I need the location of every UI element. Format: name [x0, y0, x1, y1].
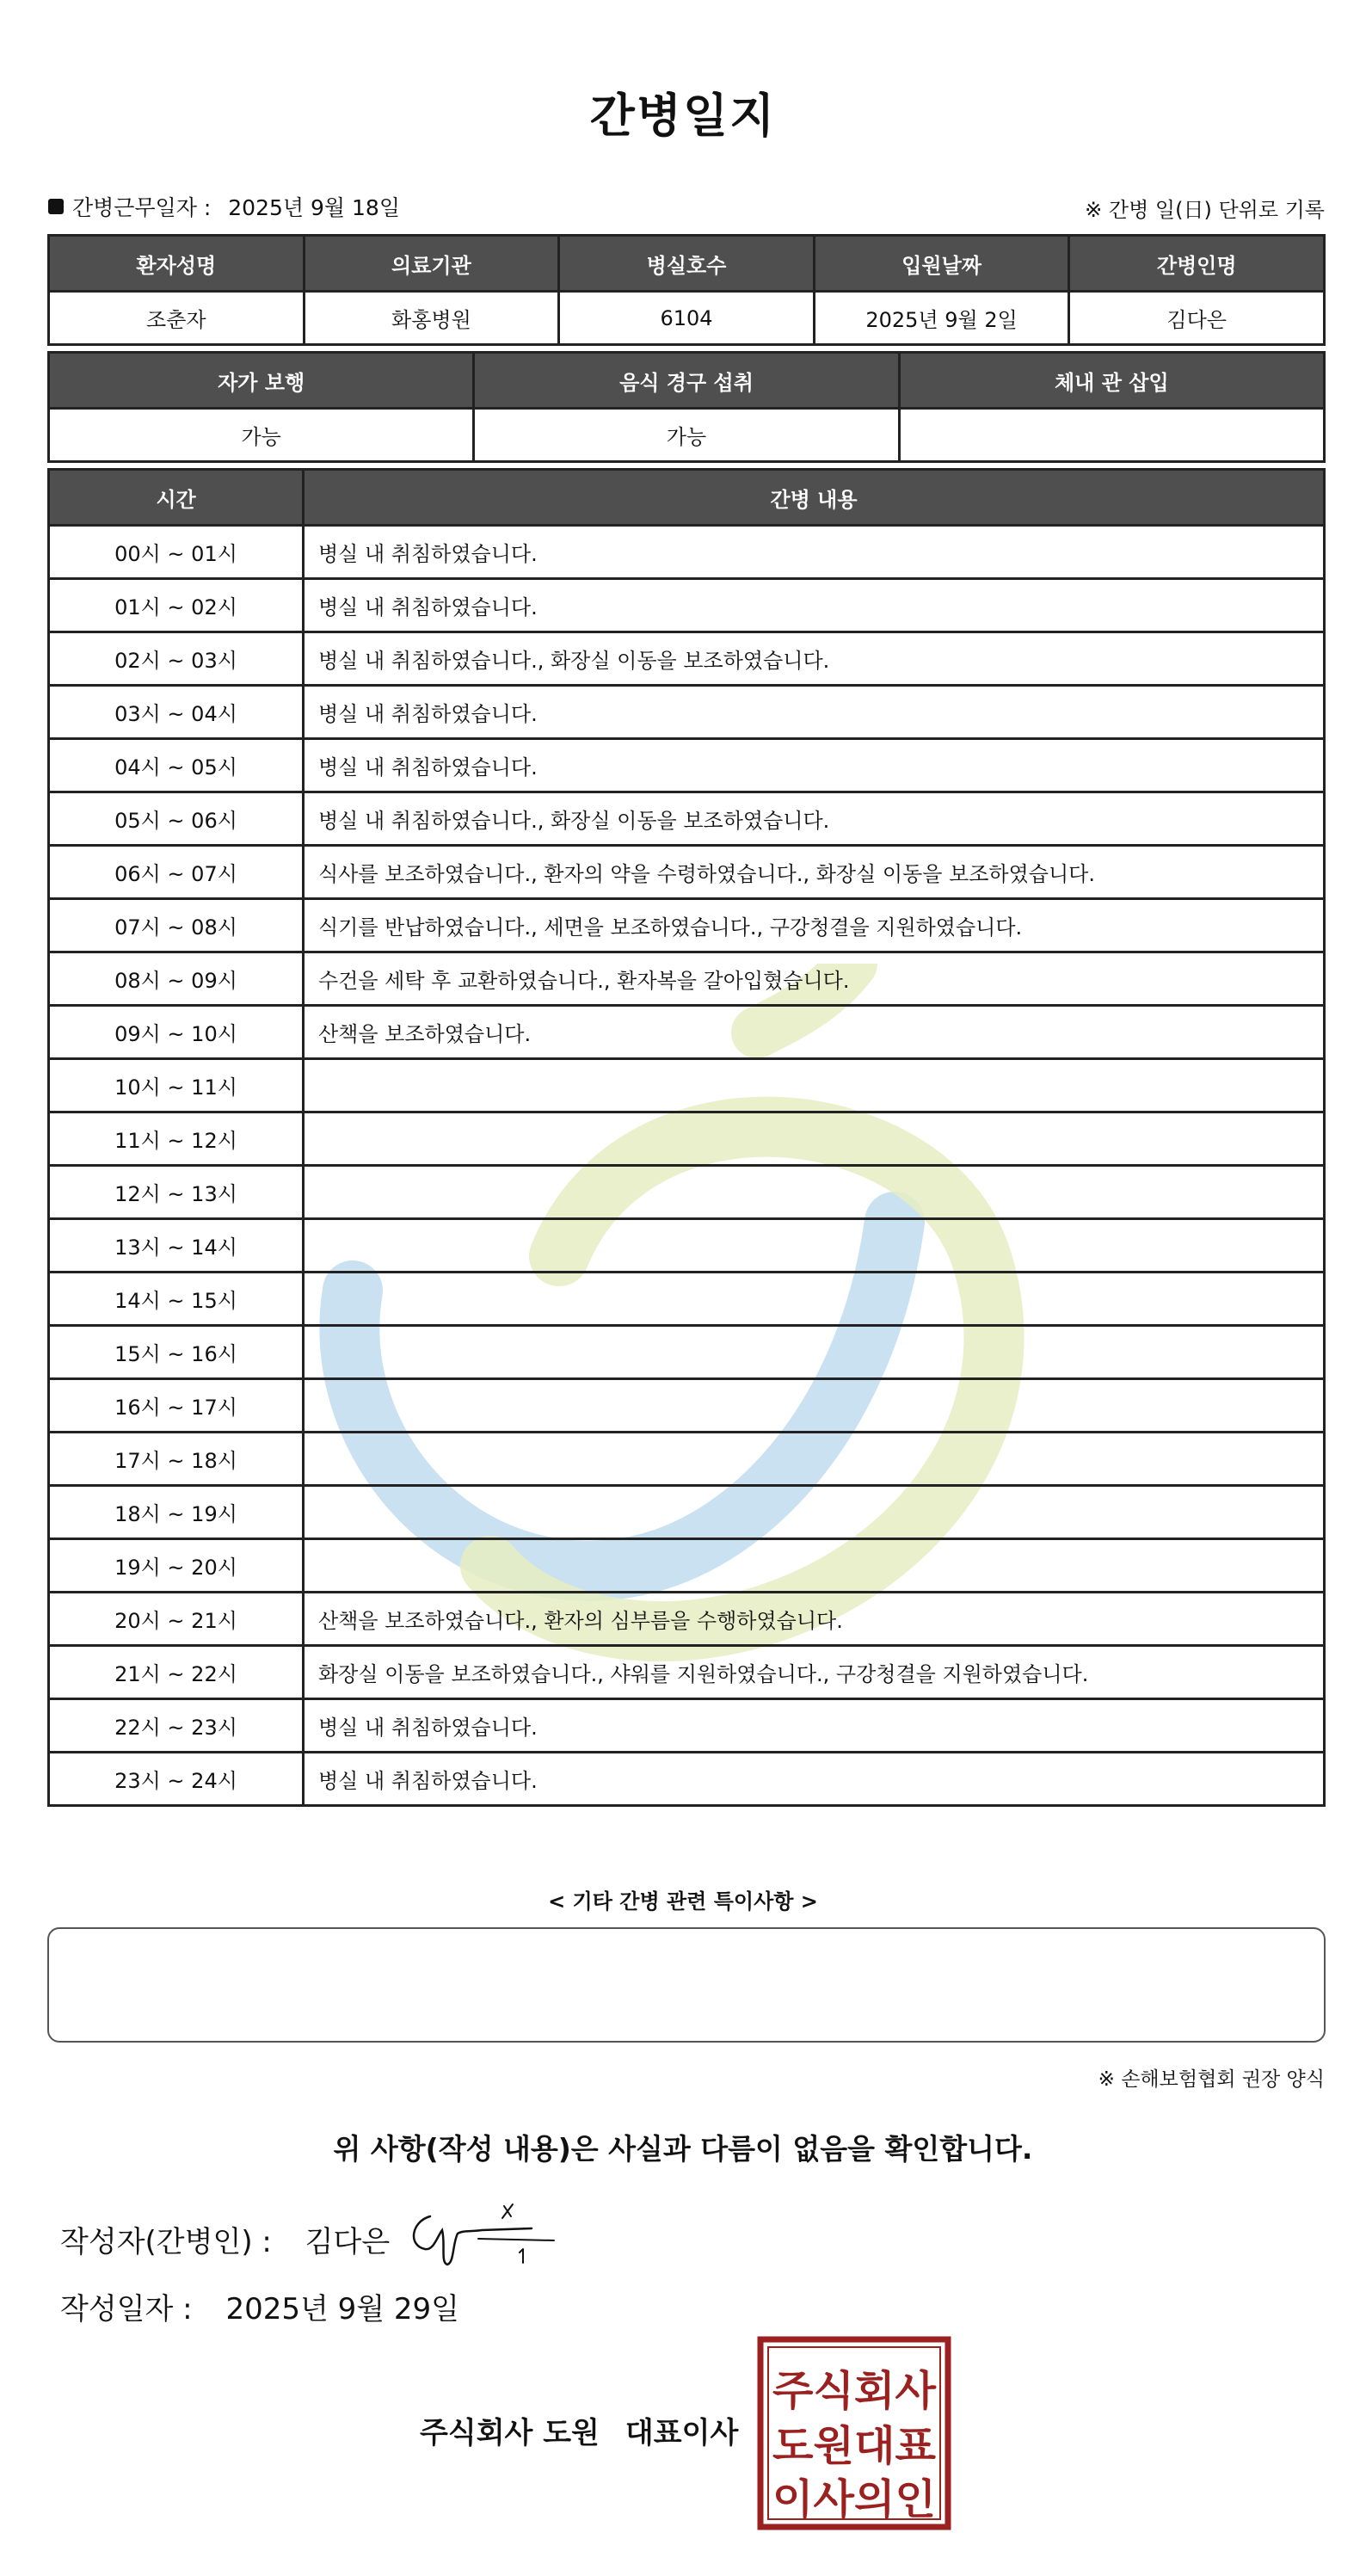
care-log-table — [47, 468, 1326, 1807]
header-admission-date: 입원날짜 — [814, 236, 1069, 292]
table-row — [49, 526, 1325, 579]
table-row — [49, 1539, 1325, 1593]
care-content — [304, 1166, 1325, 1219]
room-number: 6104 — [559, 292, 815, 345]
care-content — [304, 1326, 1325, 1379]
written-date-line — [60, 2285, 459, 2327]
time-slot: 03시 ~ 04시 — [49, 686, 304, 739]
time-slot: 18시 ~ 19시 — [49, 1486, 304, 1539]
table-row — [49, 739, 1325, 792]
table-row — [49, 1219, 1325, 1273]
header-oral-intake: 음식 경구 섭취 — [474, 353, 899, 409]
time-slot: 09시 ~ 10시 — [49, 1006, 304, 1059]
time-slot: 14시 ~ 15시 — [49, 1273, 304, 1326]
caregiver-name: 김다은 — [1069, 292, 1325, 345]
time-slot: 17시 ~ 18시 — [49, 1433, 304, 1486]
confirmation-text: 위 사항(작성 내용)은 사실과 다름이 없음을 확인합니다. — [333, 2132, 1033, 2166]
care-content: 수건을 세탁 후 교환하였습니다., 환자복을 갈아입혔습니다. — [304, 952, 1325, 1006]
representative-title: 대표이사 — [625, 2416, 739, 2450]
handwritten-signature — [403, 2196, 563, 2270]
tube-insertion-status — [899, 409, 1324, 462]
patient-status-table — [47, 351, 1326, 463]
work-date-value: 2025년 9월 18일 — [228, 195, 400, 220]
admission-date: 2025년 9월 2일 — [814, 292, 1069, 345]
care-content: 병실 내 취침하였습니다., 화장실 이동을 보조하였습니다. — [304, 792, 1325, 846]
walking-status: 가능 — [49, 409, 474, 462]
care-content: 병실 내 취침하였습니다. — [304, 1699, 1325, 1753]
header-care-content: 간병 내용 — [304, 470, 1325, 526]
care-content — [304, 1112, 1325, 1166]
writer-line — [60, 2218, 390, 2260]
notes-title: < 기타 간병 관련 특이사항 > — [548, 1889, 818, 1914]
header-room: 병실호수 — [559, 236, 815, 292]
care-content: 산책을 보조하였습니다., 환자의 심부름을 수행하였습니다. — [304, 1593, 1325, 1646]
care-content — [304, 1433, 1325, 1486]
table-row — [49, 1646, 1325, 1699]
time-slot: 22시 ~ 23시 — [49, 1699, 304, 1753]
time-slot: 04시 ~ 05시 — [49, 739, 304, 792]
table-row — [49, 952, 1325, 1006]
table-row — [49, 632, 1325, 686]
work-date-label: 간병근무일자 : — [72, 195, 212, 220]
document-title: 간병일지 — [589, 89, 777, 143]
care-content: 병실 내 취침하였습니다. — [304, 739, 1325, 792]
company-seal — [757, 2336, 951, 2530]
writer-name: 김다은 — [305, 2225, 391, 2259]
time-slot: 13시 ~ 14시 — [49, 1219, 304, 1273]
square-bullet-icon — [48, 199, 64, 214]
table-row — [49, 1059, 1325, 1112]
written-date-label: 작성일자 : — [60, 2292, 193, 2326]
care-content: 병실 내 취침하였습니다. — [304, 686, 1325, 739]
record-note: ※ 간병 일(日) 단위로 기록 — [1085, 198, 1325, 222]
care-content: 병실 내 취침하였습니다., 화장실 이동을 보조하였습니다. — [304, 632, 1325, 686]
table-row — [49, 1486, 1325, 1539]
time-slot: 20시 ~ 21시 — [49, 1593, 304, 1646]
header-hospital: 의료기관 — [304, 236, 559, 292]
table-row — [49, 1433, 1325, 1486]
care-content — [304, 1486, 1325, 1539]
table-row — [49, 1593, 1325, 1646]
seal-line-2: 도원대표 — [772, 2422, 937, 2470]
care-content: 식기를 반납하였습니다., 세면을 보조하였습니다., 구강청결을 지원하였습니다. — [304, 899, 1325, 952]
time-slot: 15시 ~ 16시 — [49, 1326, 304, 1379]
care-content: 병실 내 취침하였습니다. — [304, 526, 1325, 579]
table-row — [49, 1699, 1325, 1753]
table-row — [49, 686, 1325, 739]
care-content — [304, 1273, 1325, 1326]
time-slot: 23시 ~ 24시 — [49, 1753, 304, 1806]
company-line — [420, 2409, 738, 2451]
writer-label: 작성자(간병인) : — [60, 2225, 272, 2259]
table-row — [49, 899, 1325, 952]
time-slot: 16시 ~ 17시 — [49, 1379, 304, 1433]
care-content — [304, 1379, 1325, 1433]
header-time: 시간 — [49, 470, 304, 526]
header-tube-insertion: 체내 관 삽입 — [899, 353, 1324, 409]
table-row — [49, 792, 1325, 846]
time-slot: 05시 ~ 06시 — [49, 792, 304, 846]
care-content: 병실 내 취침하였습니다. — [304, 579, 1325, 632]
care-content: 산책을 보조하였습니다. — [304, 1006, 1325, 1059]
time-slot: 06시 ~ 07시 — [49, 846, 304, 899]
written-date-value: 2025년 9월 29일 — [225, 2292, 460, 2326]
care-content: 화장실 이동을 보조하였습니다., 샤워를 지원하였습니다., 구강청결을 지원하였습니다. — [304, 1646, 1325, 1699]
hospital-name: 화홍병원 — [304, 292, 559, 345]
time-slot: 07시 ~ 08시 — [49, 899, 304, 952]
header-caregiver-name: 간병인명 — [1069, 236, 1325, 292]
table-row — [49, 1379, 1325, 1433]
time-slot: 10시 ~ 11시 — [49, 1059, 304, 1112]
table-row — [49, 579, 1325, 632]
work-date — [48, 191, 400, 222]
table-row — [49, 1326, 1325, 1379]
care-content — [304, 1539, 1325, 1593]
time-slot: 19시 ~ 20시 — [49, 1539, 304, 1593]
table-row — [49, 1166, 1325, 1219]
seal-line-3: 이사의인 — [772, 2475, 936, 2524]
table-row — [49, 1006, 1325, 1059]
care-content: 병실 내 취침하였습니다. — [304, 1753, 1325, 1806]
patient-name: 조춘자 — [49, 292, 305, 345]
time-slot: 00시 ~ 01시 — [49, 526, 304, 579]
care-content: 식사를 보조하였습니다., 환자의 약을 수령하였습니다., 화장실 이동을 보조하였습니다. — [304, 846, 1325, 899]
oral-intake-status: 가능 — [474, 409, 899, 462]
time-slot: 11시 ~ 12시 — [49, 1112, 304, 1166]
time-slot: 12시 ~ 13시 — [49, 1166, 304, 1219]
form-note: ※ 손해보험협회 권장 양식 — [1098, 2068, 1325, 2091]
patient-info-table — [47, 234, 1326, 346]
table-row — [49, 1112, 1325, 1166]
care-log-body — [49, 526, 1325, 1806]
header-walking: 자가 보행 — [49, 353, 474, 409]
seal-line-1: 주식회사 — [772, 2367, 937, 2415]
notes-box — [47, 1927, 1326, 2043]
table-row — [49, 1753, 1325, 1806]
time-slot: 02시 ~ 03시 — [49, 632, 304, 686]
time-slot: 08시 ~ 09시 — [49, 952, 304, 1006]
header-patient-name: 환자성명 — [49, 236, 305, 292]
table-row — [49, 1273, 1325, 1326]
table-row — [49, 846, 1325, 899]
time-slot: 21시 ~ 22시 — [49, 1646, 304, 1699]
care-content — [304, 1219, 1325, 1273]
company-name: 주식회사 도원 — [420, 2416, 600, 2450]
care-content — [304, 1059, 1325, 1112]
time-slot: 01시 ~ 02시 — [49, 579, 304, 632]
